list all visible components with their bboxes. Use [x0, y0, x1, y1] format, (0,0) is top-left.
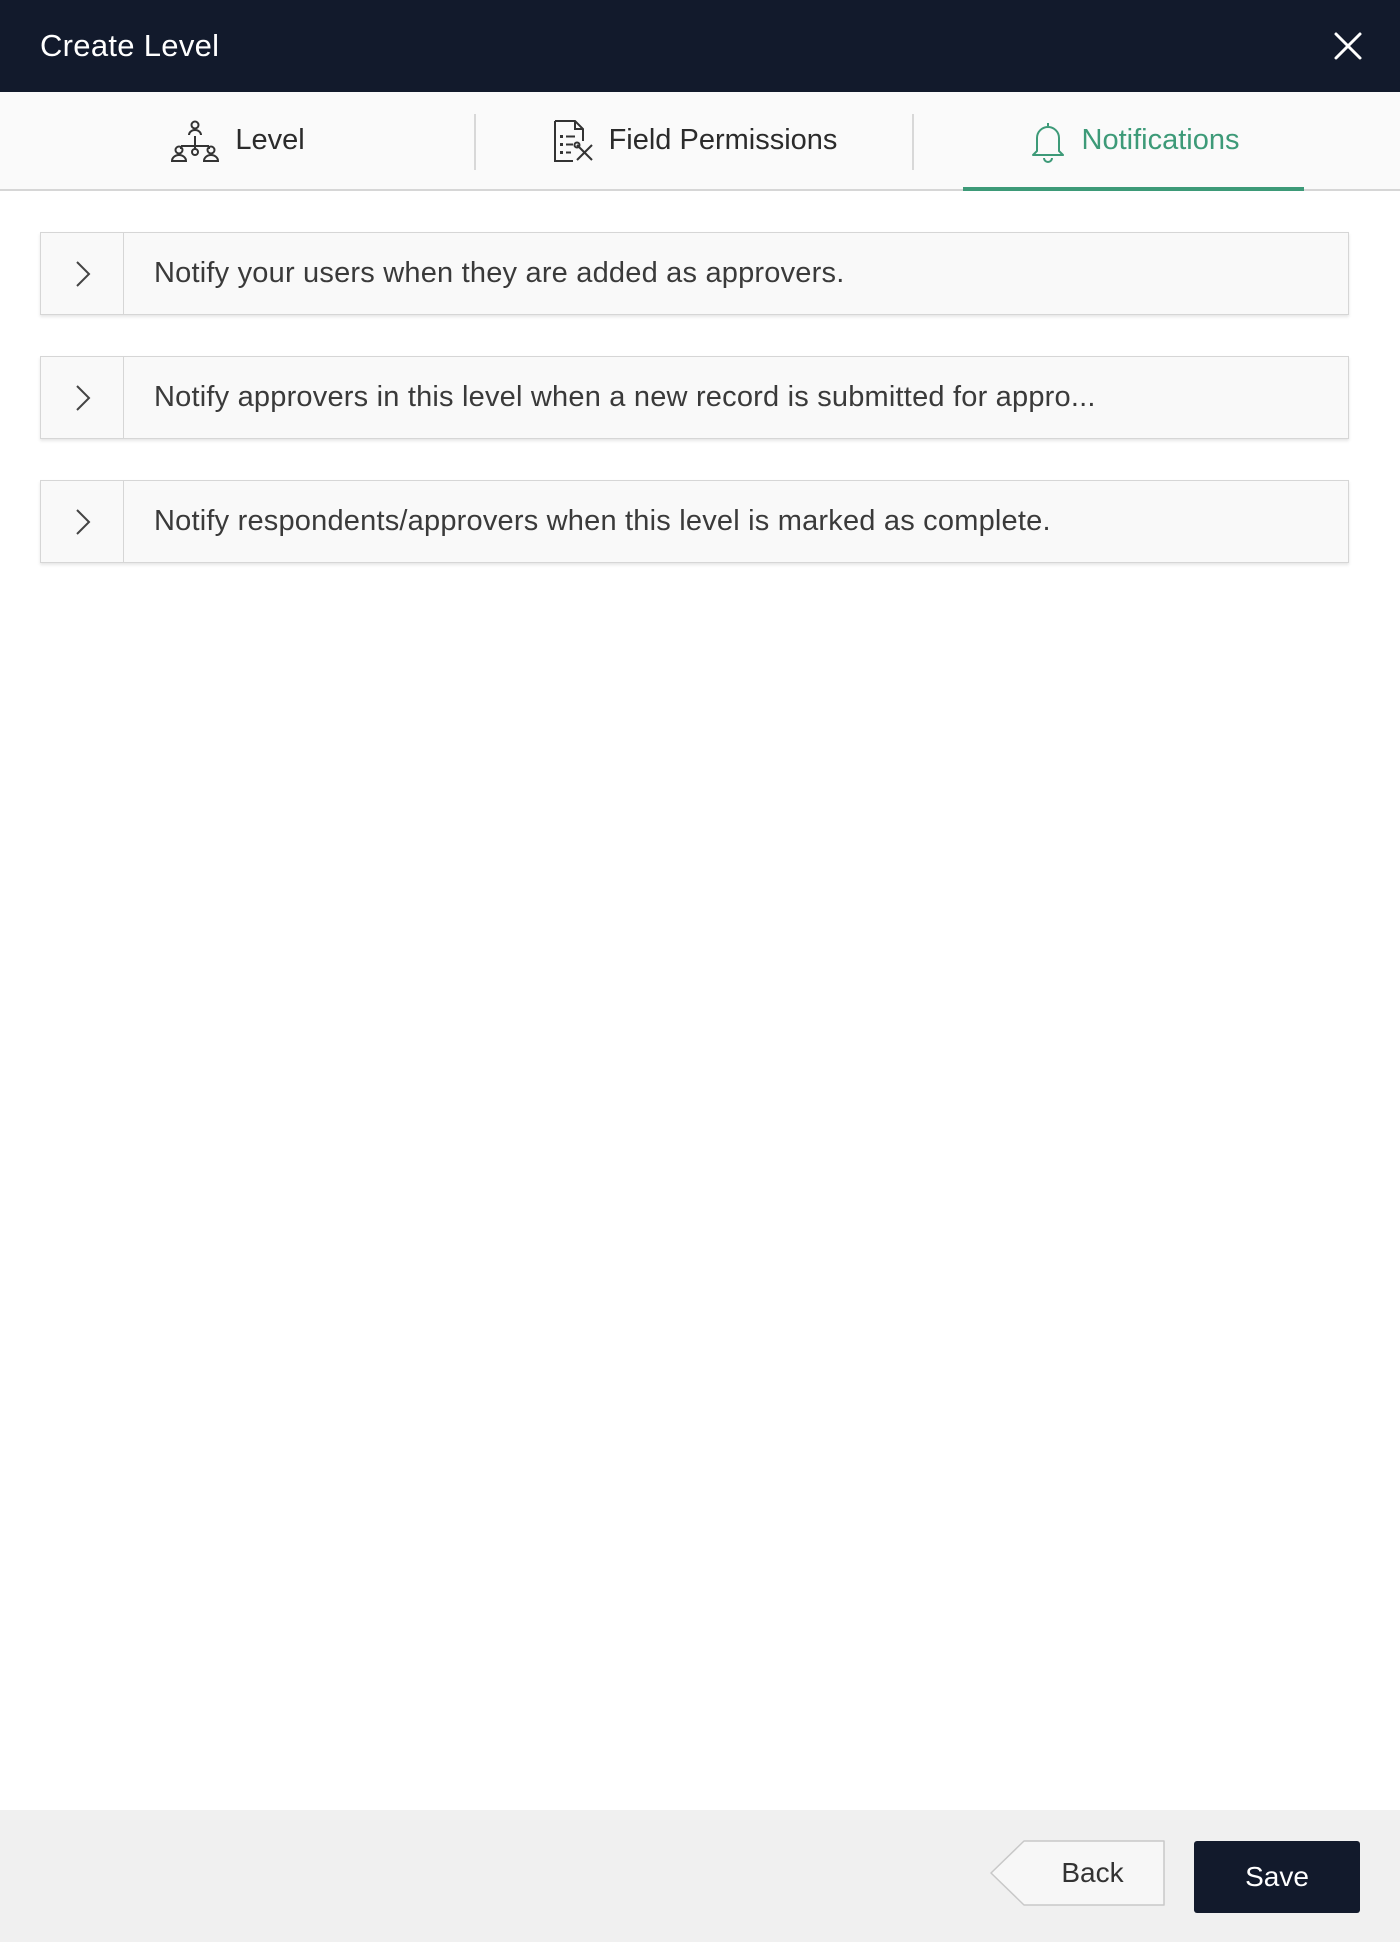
active-tab-indicator	[963, 187, 1304, 191]
chevron-right-icon	[70, 382, 94, 414]
tab-label: Field Permissions	[608, 124, 838, 156]
notification-accordion-added-as-approvers[interactable]	[40, 232, 1349, 315]
tab-label: Level	[235, 124, 305, 156]
accordion-label: Notify your users when they are added as approvers.	[154, 257, 845, 289]
tab-bar	[0, 92, 1400, 191]
dialog-footer	[0, 1810, 1400, 1942]
accordion-label: Notify approvers in this level when a new record is submitted for appro...	[154, 381, 1096, 413]
back-label: Back	[1061, 1857, 1124, 1888]
bell-icon	[1028, 119, 1068, 163]
tab-level[interactable]	[0, 92, 474, 189]
expand-toggle[interactable]	[41, 481, 124, 562]
save-button[interactable]: Save	[1194, 1841, 1360, 1913]
tab-notifications[interactable]	[963, 92, 1304, 189]
document-tools-icon	[551, 119, 595, 163]
accordion-label: Notify respondents/approvers when this level is marked as complete.	[154, 505, 1051, 537]
expand-toggle[interactable]	[41, 233, 124, 314]
close-button[interactable]	[1324, 22, 1372, 70]
chevron-right-icon	[70, 258, 94, 290]
chevron-right-icon	[70, 506, 94, 538]
tab-label: Notifications	[1081, 124, 1240, 156]
notification-accordion-record-submitted[interactable]	[40, 356, 1349, 439]
tab-field-permissions[interactable]	[476, 92, 912, 189]
notification-accordion-level-complete[interactable]	[40, 480, 1349, 563]
dialog-header	[0, 0, 1400, 92]
back-button[interactable]	[990, 1840, 1165, 1906]
hierarchy-users-icon	[169, 119, 221, 163]
dialog-title: Create Level	[40, 28, 220, 63]
tab-divider	[912, 114, 914, 170]
expand-toggle[interactable]	[41, 357, 124, 438]
close-icon	[1324, 22, 1372, 70]
